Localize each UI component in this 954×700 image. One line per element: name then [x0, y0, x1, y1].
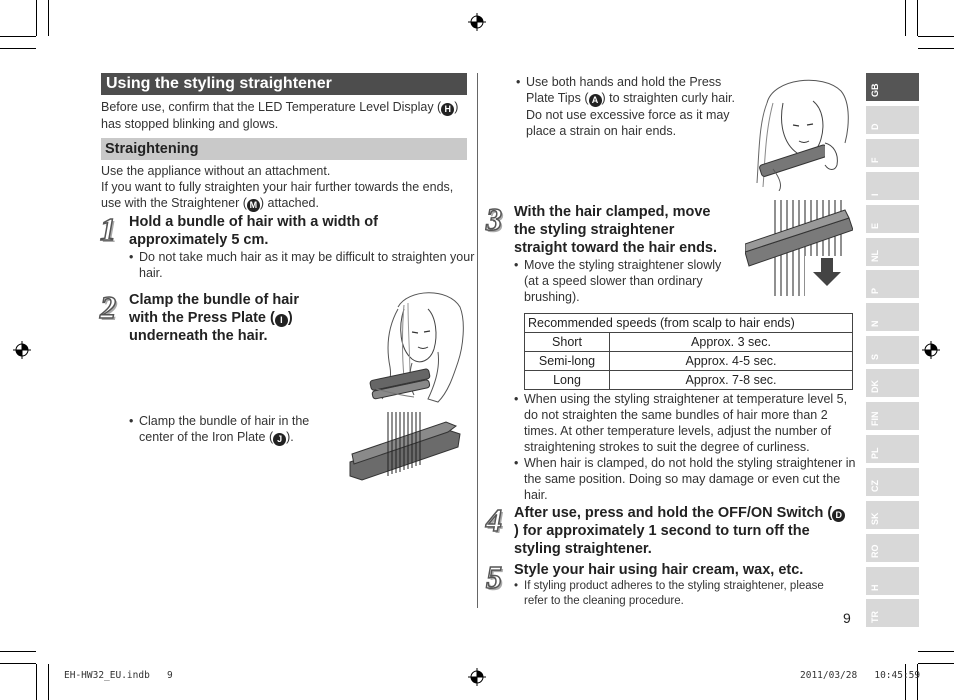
crop-mark [0, 48, 36, 49]
tab-label: F [870, 157, 880, 163]
registration-mark-icon [468, 668, 486, 686]
crop-mark [918, 36, 954, 37]
ref-i-icon: I [275, 314, 288, 327]
speed-table [524, 313, 853, 390]
crop-mark [918, 651, 954, 652]
registration-mark-icon [13, 341, 31, 359]
step-number: 3 [486, 201, 502, 237]
section-title: Using the styling straightener [101, 73, 467, 95]
tab-label: S [870, 353, 880, 360]
tab-sk [866, 501, 919, 529]
step-title: After use, press and hold the OFF/ON Switch ( D) for approximately 1 second to turn off the styling straightener. [514, 504, 849, 558]
tab-label: H [870, 584, 880, 591]
tab-i [866, 172, 919, 200]
crop-mark [48, 664, 49, 700]
ref-h-icon: H [441, 103, 454, 116]
crop-mark [0, 663, 36, 664]
section-intro: Before use, confirm that the LED Temperature Level Display ( H ) has stopped blinking and glows. [101, 100, 459, 131]
tab-label: I [870, 193, 880, 196]
note-bullet: • When hair is clamped, do not hold the styling straightener in the same position. Doing so may damage or even cut the hair. [514, 455, 862, 503]
tab-label: E [870, 222, 880, 229]
tab-h [866, 567, 919, 595]
ref-d-icon: D [832, 509, 845, 522]
ref-j-icon: J [273, 433, 286, 446]
tab-label: DK [870, 380, 880, 393]
straightener-with-hair-illustration [348, 412, 463, 487]
tab-nl [866, 238, 919, 266]
tab-cz [866, 468, 919, 496]
footer-file: EH-HW32_EU.indb 9 [64, 670, 173, 681]
crop-mark [48, 0, 49, 36]
table-row [525, 371, 853, 390]
crop-mark [0, 651, 36, 652]
tab-dk [866, 369, 919, 397]
crop-mark [918, 48, 954, 49]
right-top-bullet: • Use both hands and hold the Press Plate Tips ( A ) to straighten curly hair. Do not use excessive force as it may place a strain on hair ends. [516, 74, 741, 139]
crop-mark [918, 663, 954, 664]
step-title: Clamp the bundle of hair with the Press Plate ( I ) underneath the hair. [129, 292, 299, 344]
footer-datetime: 2011/03/28 10:45:59 [800, 670, 921, 681]
hair-length-cell: Long [525, 371, 610, 390]
tab-pl [866, 435, 919, 463]
speed-cell: Approx. 7-8 sec. [610, 371, 853, 390]
tab-n [866, 303, 919, 331]
crop-mark [917, 0, 918, 36]
crop-mark [905, 0, 906, 36]
step-title: Hold a bundle of hair with a width of approximately 5 cm. [129, 214, 378, 248]
tab-label: TR [870, 611, 880, 623]
step-bullet: • Clamp the bundle of hair in the center of the Iron Plate ( J ). [129, 413, 339, 446]
tab-label: CZ [870, 480, 880, 492]
tab-e [866, 205, 919, 233]
tab-label: N [870, 320, 880, 327]
step-bullet: • If styling product adheres to the styling straightener, please refer to the cleaning procedure. [514, 579, 844, 609]
table-row [525, 333, 853, 352]
page-number: 9 [843, 610, 851, 626]
step-bullet: • Do not take much hair as it may be difficult to straighten your hair. [129, 249, 476, 281]
speed-cell: Approx. 4-5 sec. [610, 352, 853, 371]
crop-mark [36, 664, 37, 700]
registration-mark-icon [922, 341, 940, 359]
registration-mark-icon [468, 13, 486, 31]
tab-tr [866, 599, 919, 627]
step-number: 2 [100, 289, 116, 325]
step-number: 4 [486, 502, 502, 538]
woman-both-hands-illustration [753, 73, 853, 191]
step-number: 5 [486, 559, 502, 595]
tab-s [866, 336, 919, 364]
crop-mark [0, 36, 36, 37]
tab-label: RO [870, 544, 880, 558]
right-top-note: Do not use excessive force as it may place a strain on hair ends. [526, 108, 730, 138]
tab-d [866, 106, 919, 134]
tab-label: PL [870, 447, 880, 459]
tab-gb [866, 73, 919, 101]
note-bullet: • When using the styling straightener at temperature level 5, do not straighten the same bundles of hair more than 2 times. At other temperature levels, adjust the number of straightening strokes to suit the degree of curliness. [514, 391, 862, 455]
ref-m-icon: M [247, 199, 260, 212]
table-row [525, 352, 853, 371]
woman-clamping-hair-illustration [368, 287, 466, 405]
straightener-moving-down-illustration [745, 200, 853, 298]
step-bullet: • Move the styling straightener slowly (at a speed slower than ordinary brushing). [514, 257, 724, 305]
subsection-title: Straightening [101, 138, 467, 160]
tab-fin [866, 402, 919, 430]
step-number: 1 [100, 211, 116, 247]
tab-f [866, 139, 919, 167]
tab-label: FIN [870, 411, 880, 426]
speed-table-header: Recommended speeds (from scalp to hair ends) [525, 314, 853, 333]
speed-cell: Approx. 3 sec. [610, 333, 853, 352]
tab-p [866, 270, 919, 298]
step-title: With the hair clamped, move the styling straightener straight toward the hair ends. [514, 204, 718, 256]
straightening-intro: Use the appliance without an attachment. If you want to fully straighten your hair further towards the ends, use with the Straightener ( M ) attached. [101, 164, 454, 210]
tab-label: P [870, 287, 880, 294]
tab-label: SK [870, 512, 880, 525]
ref-a-icon: A [589, 94, 602, 107]
column-divider [477, 73, 478, 608]
tab-ro [866, 534, 919, 562]
hair-length-cell: Short [525, 333, 610, 352]
tab-label: GB [870, 83, 880, 97]
hair-length-cell: Semi-long [525, 352, 610, 371]
tab-label: D [870, 123, 880, 130]
crop-mark [36, 0, 37, 36]
tab-label: NL [870, 250, 880, 262]
step-title: Style your hair using hair cream, wax, etc. [514, 562, 804, 578]
